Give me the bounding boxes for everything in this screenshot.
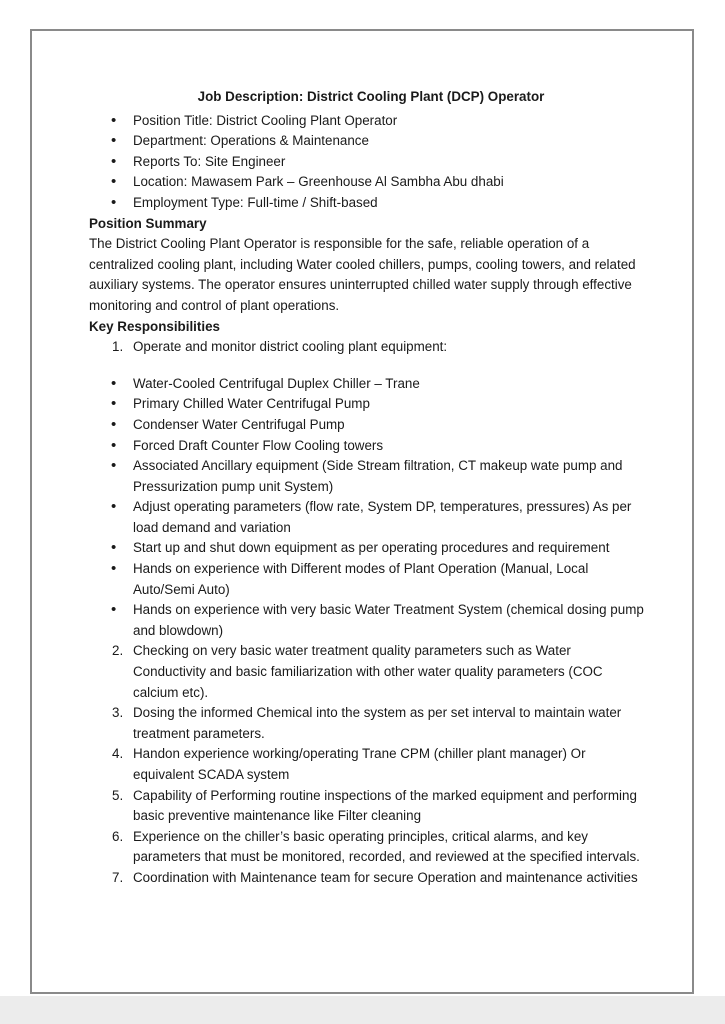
equipment-item: • Forced Draft Counter Flow Cooling towers (89, 436, 645, 457)
item-number: 5. (112, 787, 124, 803)
item-text: Capability of Performing routine inspections of the marked equipment and performing basic preventive maintenance like Filter cleaning (133, 787, 637, 824)
item-text: Dosing the informed Chemical into the system as per set interval to maintain water treatment parameters. (133, 705, 622, 741)
responsibilities-numbered-list (89, 641, 645, 888)
detail-location: • Location: Mawasem Park – Greenhouse Al Sambha Abu dhabi (89, 172, 645, 193)
detail-employment-type: • Employment Type: Full-time / Shift-based (89, 193, 645, 214)
document-content (89, 87, 645, 889)
item-text: Coordination with Maintenance team for secure Operation and maintenance activities (133, 869, 638, 885)
responsibility-item (89, 744, 645, 785)
detail-position-title: • Position Title: District Cooling Plant Operator (89, 111, 645, 132)
position-summary-heading: Position Summary (89, 215, 207, 231)
key-responsibilities-heading: Key Responsibilities (89, 318, 220, 334)
item-number: 3. (112, 705, 124, 721)
item-number: 6. (112, 828, 124, 844)
item-number: 4. (112, 746, 124, 762)
equipment-item: • Condenser Water Centrifugal Pump (89, 415, 645, 436)
item-text: Operate and monitor district cooling plant equipment: (133, 339, 448, 355)
detail-reports-to: • Reports To: Site Engineer (89, 152, 645, 173)
item-text: Experience on the chiller’s basic operating principles, critical alarms, and key parameters that must be monitored, recorded, and reviewed at the specified intervals. (133, 828, 640, 865)
item-number: 7. (112, 869, 124, 885)
item-text: Checking on very basic water treatment quality parameters such as Water Conductivity and basic familiarization with other water quality parameters (COC calcium etc). (133, 643, 603, 700)
position-summary-text: The District Cooling Plant Operator is responsible for the safe, reliable operation of a centralized cooling plant, including Water cooled chillers, pumps, cooling towers, and related auxiliary systems. The operator ensures uninterrupted chilled water supply through effective monitoring and control of plant operations. (89, 236, 636, 313)
spacer (89, 358, 645, 374)
item-text: Handon experience working/operating Trane CPM (chiller plant manager) Or equivalent SCADA system (133, 746, 586, 782)
equipment-item: • Start up and shut down equipment as per operating procedures and requirement (89, 538, 645, 559)
document-title: Job Description: District Cooling Plant (DCP) Operator (197, 89, 545, 104)
equipment-item: • Hands on experience with Different modes of Plant Operation (Manual, Local Auto/Semi Auto) (89, 559, 645, 600)
responsibility-item (89, 868, 645, 889)
responsibility-item-1-list (89, 337, 645, 358)
equipment-item: • Associated Ancillary equipment (Side Stream filtration, CT makeup wate pump and Pressurization pump unit System) (89, 456, 645, 497)
item-number: 2. (112, 643, 124, 659)
detail-department: • Department: Operations & Maintenance (89, 131, 645, 152)
document-page (30, 29, 694, 994)
item-number: 1. (112, 339, 124, 355)
equipment-item: • Hands on experience with very basic Water Treatment System (chemical dosing pump and blowdown) (89, 600, 645, 641)
equipment-item: • Primary Chilled Water Centrifugal Pump (89, 394, 645, 415)
responsibility-item (89, 703, 645, 744)
responsibility-item (89, 337, 645, 358)
responsibility-item (89, 641, 645, 703)
responsibility-item (89, 786, 645, 827)
responsibility-item (89, 827, 645, 868)
equipment-item: • Adjust operating parameters (flow rate, System DP, temperatures, pressures) As per load demand and variation (89, 497, 645, 538)
position-details-list (89, 111, 645, 214)
equipment-item: • Water-Cooled Centrifugal Duplex Chiller – Trane (89, 374, 645, 395)
equipment-list (89, 374, 645, 642)
viewer-bottom-band (0, 996, 725, 1024)
